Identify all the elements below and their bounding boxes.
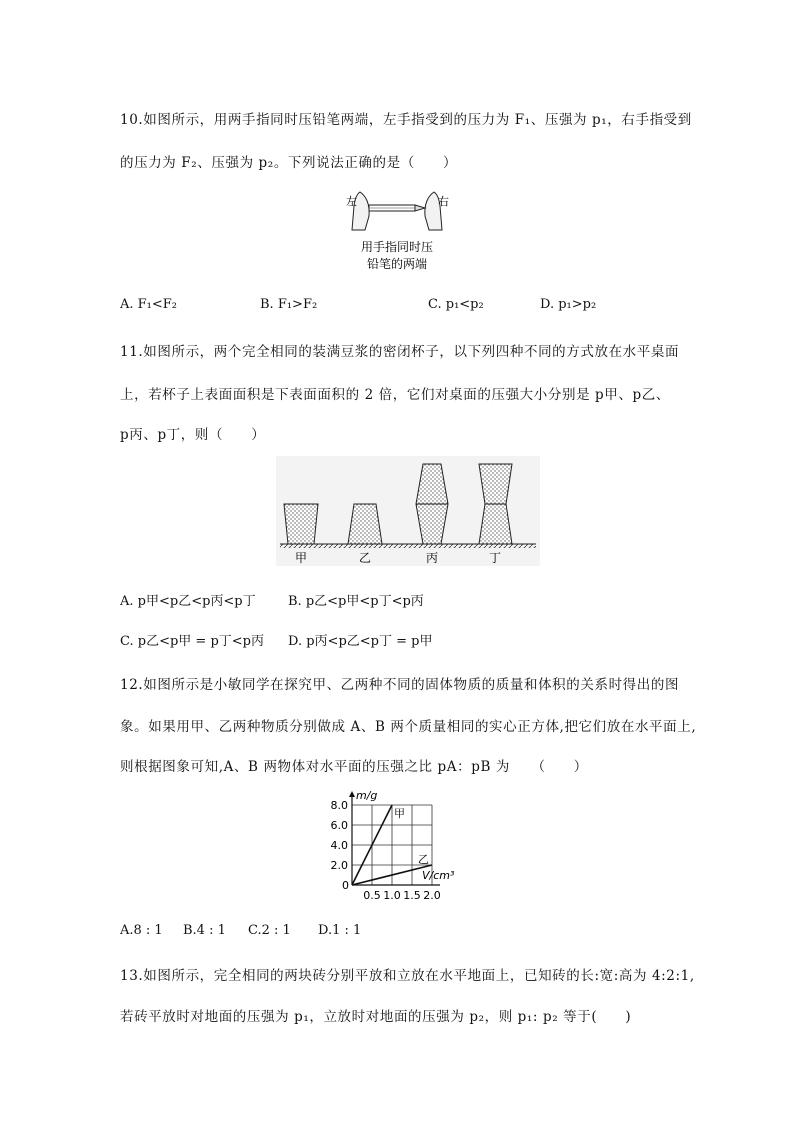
cup-label-jia: 甲 [294, 551, 308, 565]
q12-option-d: D.1 : 1 [318, 923, 362, 938]
q13-line1: 13.如图所示，完全相同的两块砖分别平放和立放在水平地面上，已知砖的长:宽:高为 4:2:1, [120, 968, 695, 984]
chart-svg [320, 785, 480, 905]
y-tick-label: 2.0 [330, 859, 348, 872]
cup-yi [348, 504, 382, 544]
x-tick-label: 1.5 [403, 889, 421, 902]
y-tick-label: 8.0 [330, 799, 348, 812]
q11-line3: p丙、p丁，则（ ） [120, 427, 266, 443]
q12-line3: 则根据图象可知,A、B 两物体对水平面的压强之比 pA：pB 为 （ ） [120, 759, 588, 775]
q11-option-d: D. p丙<p乙<p丁 = p甲 [288, 634, 433, 649]
label-right: 右 [438, 195, 449, 208]
caption-line2: 铅笔的两端 [366, 257, 428, 271]
pencil-tip [415, 205, 425, 211]
q11-option-c: C. p乙<p甲 = p丁<p丙 [120, 634, 264, 649]
cup-jia [284, 504, 318, 544]
q12-option-b: B.4 : 1 [183, 923, 226, 938]
series-label-jia: 甲 [394, 807, 405, 820]
q10-option-b: B. F₁>F₂ [260, 297, 318, 312]
series-label-yi: 乙 [418, 853, 429, 866]
pencil-figure [338, 188, 456, 276]
q10-line1: 10.如图所示，用两手指同时压铅笔两端，左手指受到的压力为 F₁、压强为 p₁，右手指受到 [120, 112, 692, 128]
q13-line2: 若砖平放时对地面的压强为 p₁，立放时对地面的压强为 p₂，则 p₁: p₂ 等于( ) [120, 1009, 632, 1025]
q12-line1: 12.如图所示是小敏同学在探究甲、乙两种不同的固体物质的质量和体积的关系时得出的图 [120, 677, 680, 693]
q10-option-c: C. p₁<p₂ [428, 297, 484, 312]
origin-label: 0 [342, 879, 349, 892]
y-tick-label: 6.0 [330, 819, 348, 832]
q12-option-c: C.2 : 1 [248, 923, 291, 938]
q12-option-a: A.8 : 1 [120, 923, 163, 938]
q12-line2: 象。如果用甲、乙两种物质分别做成 A、B 两个质量相同的实心正方体,把它们放在水平面上, [120, 719, 697, 735]
y-axis-arrow [349, 791, 355, 797]
q11-line2: 上，若杯子上表面面积是下表面面积的 2 倍，它们对桌面的压强大小分别是 p甲、p乙、 [120, 387, 670, 403]
q11-option-b: B. p乙<p甲<p丁<p丙 [288, 594, 424, 609]
q11-option-a: A. p甲<p乙<p丙<p丁 [120, 594, 256, 609]
q10-option-a: A. F₁<F₂ [120, 297, 178, 312]
cups-drawing [276, 456, 540, 566]
x-tick-label: 0.5 [363, 889, 381, 902]
caption-line1: 用手指同时压 [360, 240, 434, 254]
x-tick-label: 2.0 [423, 889, 441, 902]
cup-label-bing: 丙 [425, 551, 439, 565]
mass-volume-chart [320, 785, 480, 905]
pencil-drawing [338, 188, 456, 276]
cups-figure [276, 456, 540, 566]
q11-line1: 11.如图所示，两个完全相同的装满豆浆的密闭杯子，以下列四种不同的方式放在水平桌面 [120, 344, 680, 360]
label-left: 左 [346, 195, 357, 208]
cup-label-yi: 乙 [358, 551, 372, 565]
q10-line2: 的压力为 F₂、压强为 p₂。下列说法正确的是（ ） [120, 155, 458, 171]
cup-label-ding: 丁 [488, 551, 502, 565]
y-axis-label: m/g [356, 789, 378, 802]
y-tick-label: 4.0 [330, 839, 348, 852]
x-axis-label: V/cm³ [422, 869, 455, 882]
x-tick-label: 1.0 [383, 889, 401, 902]
q10-option-d: D. p₁>p₂ [540, 297, 597, 312]
